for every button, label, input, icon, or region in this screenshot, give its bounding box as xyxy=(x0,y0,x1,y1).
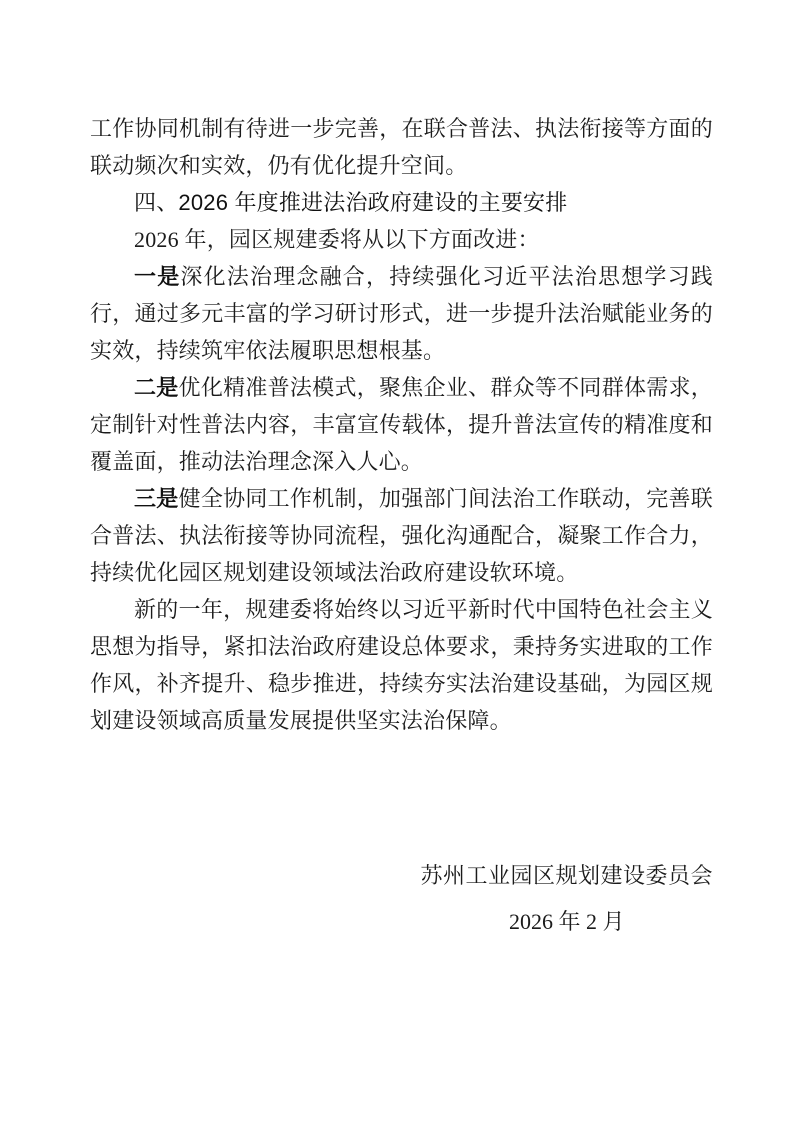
paragraph-intro: 2026 年，园区规建委将从以下方面改进： xyxy=(134,227,540,252)
paragraph-item-2 xyxy=(90,369,713,480)
item-3-lead: 三是 xyxy=(134,486,179,511)
section-heading: 四、2026 年度推进法治政府建设的主要安排 xyxy=(134,190,568,215)
signature-block xyxy=(420,857,713,940)
signature-organization: 苏州工业园区规划建设委员会 xyxy=(420,863,713,888)
item-2-text: 优化精准普法模式，聚焦企业、群众等不同群体需求，定制针对性普法内容，丰富宣传载体，提升普法宣传的精准度和覆盖面，推动法治理念深入人心。 xyxy=(90,375,713,474)
paragraph-item-3 xyxy=(90,480,713,591)
item-2-lead: 二是 xyxy=(134,375,179,400)
paragraph-continuation: 工作协同机制有待进一步完善，在联合普法、执法衔接等方面的联动频次和实效，仍有优化提升空间。 xyxy=(90,116,713,178)
item-1-text: 深化法治理念融合，持续强化习近平法治思想学习践行，通过多元丰富的学习研讨形式，进一步提升法治赋能业务的实效，持续筑牢依法履职思想根基。 xyxy=(90,264,713,363)
item-1-lead: 一是 xyxy=(134,264,181,289)
document-body xyxy=(90,110,713,739)
signature-date: 2026 年 2 月 xyxy=(508,909,625,934)
item-3-text: 健全协同工作机制，加强部门间法治工作联动，完善联合普法、执法衔接等协同流程，强化沟通配合，凝聚工作合力，持续优化园区规划建设领域法治政府建设软环境。 xyxy=(90,486,713,585)
paragraph-closing: 新的一年，规建委将始终以习近平新时代中国特色社会主义思想为指导，紧扣法治政府建设总体要求，秉持务实进取的工作作风，补齐提升、稳步推进，持续夯实法治建设基础，为园区规划建设领域高质量发展提供坚实法治保障。 xyxy=(90,597,713,733)
paragraph-item-1 xyxy=(90,258,713,369)
